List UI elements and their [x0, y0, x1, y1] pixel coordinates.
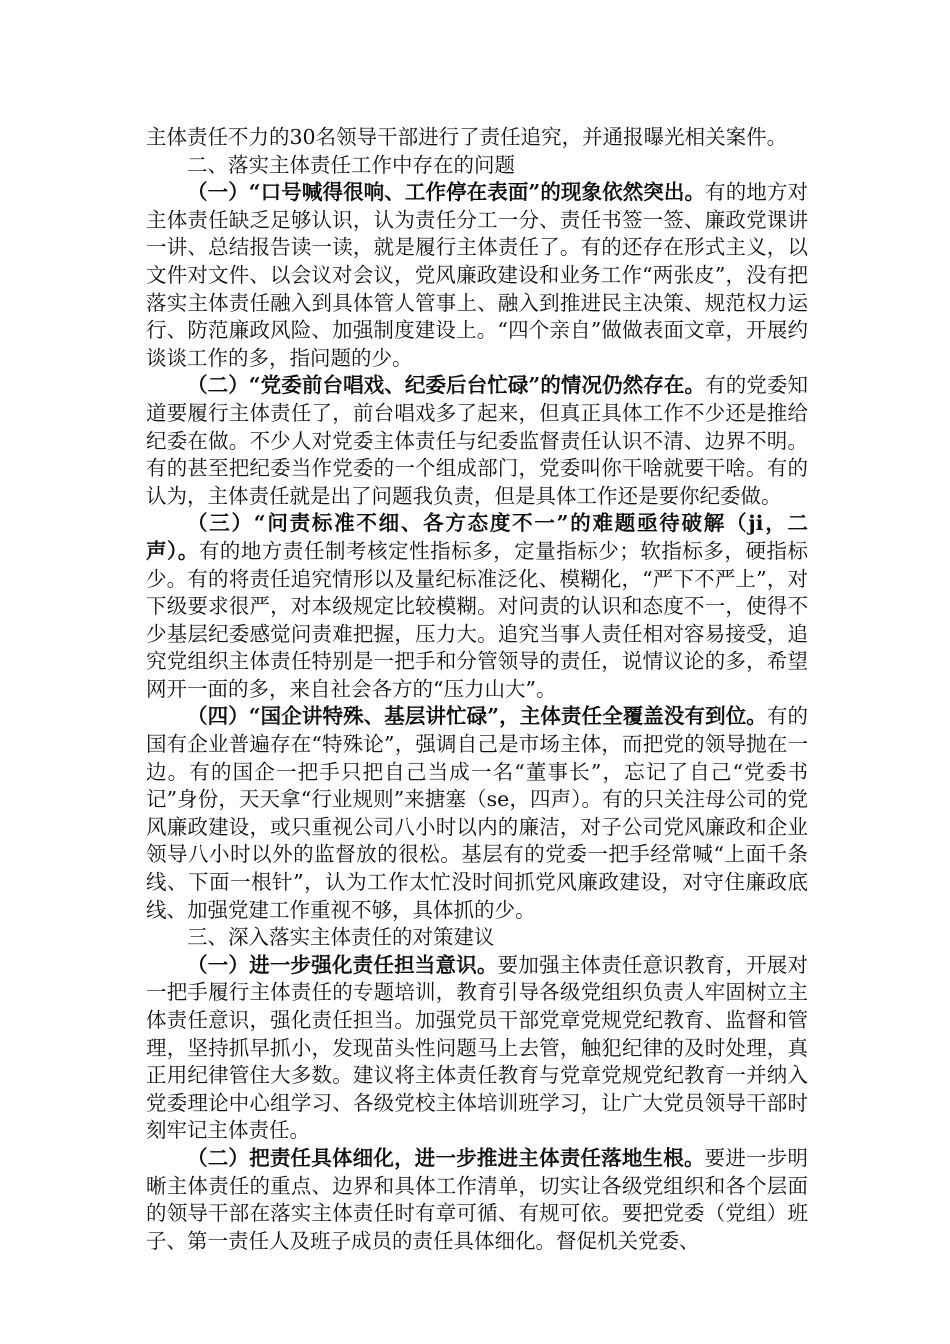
section2-item-3: [146, 510, 808, 703]
section2-item-2-lead: （二）“党委前台唱戏、纪委后台忙碌”的情况仍然存在。: [187, 373, 706, 398]
section2-item-3-body: 有的地方责任制考核定性指标多，定量指标少；软指标多，硬指标少。有的将责任追究情形以及量纪标准泛化、模糊化，“严下不严上”，对下级要求很严，对本级规定比较模糊。对问责的认识和态度不一，使得不少基层纪委感觉问责难把握，压力大。追究当事人责任相对容易接受，追究党组织主体责任特别是一把手和分管领导的责任，说情议论的多，希望网开一面的多，来自社会各方的“压力山大”。: [146, 538, 809, 701]
section2-item-2: [146, 372, 808, 510]
section2-item-1-body: 有的地方对主体责任缺乏足够认识，认为责任分工一分、责任书签一签、廉政党课讲一讲、总结报告读一读，就是履行主体责任了。有的还存在形式主义，以文件对文件、以会议对会议，党风廉政建设和业务工作“两张皮”，没有把落实主体责任融入到具体管人管事上、融入到推进民主决策、规范权力运行、防范廉政风险、加强制度建设上。“四个亲自”做做表面文章，开展约谈谈工作的多，指问题的少。: [146, 180, 808, 370]
section3-item-1-lead: （一）进一步强化责任担当意识。: [187, 952, 498, 977]
document-page: [146, 124, 808, 1255]
section2-item-1-lead: （一）“口号喊得很响、工作停在表面”的现象依然突出。: [187, 180, 706, 205]
section2-item-4-body: 有的国有企业普遍存在“特殊论”，强调自己是市场主体，而把党的领导抛在一边。有的国企一把手只把自己当成一名“董事长”，忘记了自己“党委书记”身份，天天拿“行业规则”来搪塞（se，四声）。有的只关注母公司的党风廉政建设，或只重视公司八小时以内的廉洁，对子公司党风廉政和企业领导八小时以外的监督放的很松。基层有的党委一把手经常喊“上面千条线、下面一根针”，认为工作太忙没时间抓党风廉政建设，对守住廉政底线、加强党建工作重视不够，具体抓的少。: [146, 704, 808, 922]
section3-item-1-body: 要加强主体责任意识教育，开展对一把手履行主体责任的专题培训，教育引导各级党组织负责人牢固树立主体责任意识，强化责任担当。加强党员干部党章党规党纪教育、监督和管理，坚持抓早抓小，发现苗头性问题马上去管，触犯纪律的及时处理，真正用纪律管住大多数。建议将主体责任教育与党章党规党纪教育一并纳入党委理论中心组学习、各级党校主体培训班学习，让广大党员领导干部时刻牢记主体责任。: [146, 952, 809, 1143]
section2-item-3-lead: （三）“问责标准不细、各方态度不一”的难题亟待破解（ji，二声）。: [146, 511, 808, 563]
section2-item-4-lead: （四）“国企讲特殊、基层讲忙碌”，主体责任全覆盖没有到位。: [187, 704, 767, 729]
section3-item-1: [146, 952, 808, 1145]
intro-tail-paragraph: 主体责任不力的30名领导干部进行了责任追究，并通报曝光相关案件。: [146, 125, 788, 149]
section2-item-2-body: 有的党委知道要履行主体责任了，前台唱戏多了起来，但真正具体工作不少还是推给纪委在做。不少人对党委主体责任与纪委监督责任认识不清、边界不明。有的甚至把纪委当作党委的一个组成部门，党委叫你干啥就要干啥。有的认为，主体责任就是出了问题我负责，但是具体工作还是要你纪委做。: [146, 373, 808, 508]
section3-item-2: [146, 1145, 808, 1255]
section3-heading: 三、深入落实主体责任的对策建议: [187, 925, 495, 950]
section2-item-4: [146, 703, 808, 924]
section3-item-2-body: 要进一步明晰主体责任的重点、边界和具体工作清单，切实让各级党组织和各个层面的领导干部在落实主体责任时有章可循、有规可依。要把党委（党组）班子、第一责任人及班子成员的责任具体细化。督促机关党委、: [146, 1145, 808, 1253]
section2-heading: 二、落实主体责任工作中存在的问题: [187, 152, 515, 177]
section3-item-2-lead: （二）把责任具体细化，进一步推进主体责任落地生根。: [187, 1145, 705, 1170]
section2-item-1: [146, 179, 808, 372]
